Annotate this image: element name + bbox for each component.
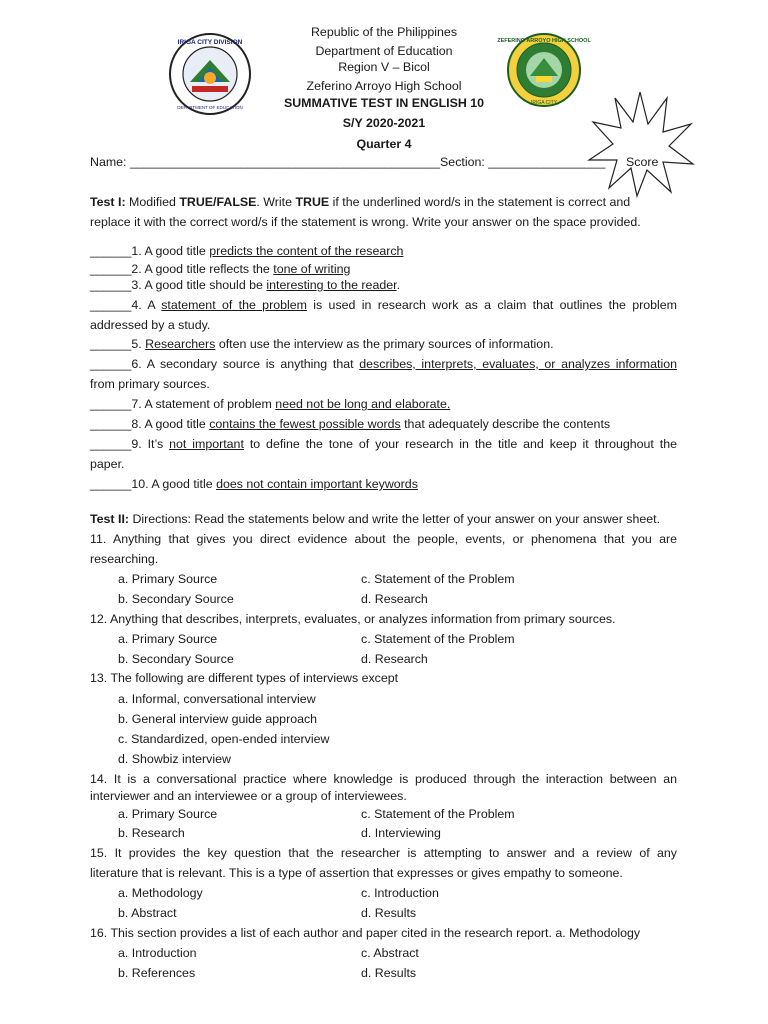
test1-intro: Test I: Modified TRUE/FALSE. Write TRUE if the underlined word/s in the statement is correct and [90,195,631,209]
q11-option-c: c. Statement of the Problem [361,572,515,586]
q13-option-b: b. General interview guide approach [118,712,318,726]
tf-item-6: ______6. A secondary source is anything that describes, interprets, evaluates, or analyzes information [90,357,677,371]
q14-option-a: a. Primary Source [118,807,218,821]
header-department: Department of Education [315,44,453,58]
tf-item-4-cont: addressed by a study. [90,318,211,332]
tf-item-9-cont: paper. [90,457,125,471]
tf-item-2: ______2. A good title reflects the tone of writing [90,262,351,276]
q12-option-c: c. Statement of the Problem [361,632,515,646]
q14-option-b: b. Research [118,826,185,840]
tf-item-8: ______8. A good title contains the fewest possible words that adequately describe the contents [90,417,611,431]
svg-text:DEPARTMENT OF EDUCATION: DEPARTMENT OF EDUCATION [177,105,243,110]
test1-heading: Test I: [90,195,126,209]
test2-directions: Test II: Directions: Read the statements below and write the letter of your answer on your answer sheet. [90,512,661,526]
name-section-line [90,155,605,169]
section-label: Section: [440,155,489,169]
q15-option-c: c. Introduction [361,886,439,900]
score-label: Score [626,155,659,169]
test2-heading: Test II: [90,512,130,526]
header-region: Region V – Bicol [338,60,430,74]
question-13: 13. The following are different types of interviews except [90,671,399,685]
school-year: S/Y 2020-2021 [342,116,426,130]
question-14: 14. It is a conversational practice where knowledge is produced through the interaction between an [90,772,677,786]
svg-text:IRIGA CITY: IRIGA CITY [530,100,558,106]
q13-option-c: c. Standardized, open-ended interview [118,732,330,746]
q16-option-c: c. Abstract [361,946,419,960]
tf-item-6-cont: from primary sources. [90,377,210,391]
q16-option-b: b. References [118,966,196,980]
tf-item-3: ______3. A good title should be interesting to the reader. [90,278,401,292]
question-14-cont: interviewer and an interviewee or a group of interviewees. [90,789,407,803]
q15-option-a: a. Methodology [118,886,203,900]
tf-item-7: ______7. A statement of problem need not be long and elaborate. [90,397,451,411]
q13-option-a: a. Informal, conversational interview [118,692,316,706]
header-republic: Republic of the Philippines [310,25,458,39]
q13-option-d: d. Showbiz interview [118,752,231,766]
test1-intro-line2: replace it with the correct word/s if the statement is wrong. Write your answer on the space provided. [90,215,641,229]
q11-option-d: d. Research [361,592,428,606]
q15-option-b: b. Abstract [118,906,177,920]
section-blank: _________________ [488,155,606,169]
question-15: 15. It provides the key question that the researcher is attempting to answer and a review of any [90,846,677,860]
quarter: Quarter 4 [356,137,412,151]
q15-option-d: d. Results [361,906,417,920]
q12-option-d: d. Research [361,652,428,666]
q14-option-c: c. Statement of the Problem [361,807,515,821]
q14-option-d: d. Interviewing [361,826,441,840]
q16-option-d: d. Results [361,966,417,980]
question-15-cont: literature that is relevant. This is a type of assertion that expresses or gives empathy to someone. [90,866,623,880]
question-11-cont: researching. [90,552,159,566]
tf-item-10: ______10. A good title does not contain important keywords [90,477,418,491]
name-blank: _____________________________________________ [129,155,441,169]
q16-option-a: a. Introduction [118,946,197,960]
question-12: 12. Anything that describes, interprets, evaluates, or analyzes information from primary sources. [90,612,616,626]
tf-item-1: ______1. A good title predicts the content of the research [90,244,404,258]
q11-option-b: b. Secondary Source [118,592,234,606]
tf-item-5: ______5. Researchers often use the interview as the primary sources of information. [90,337,554,351]
name-label: Name: [90,155,130,169]
q12-option-b: b. Secondary Source [118,652,234,666]
q12-option-a: a. Primary Source [118,632,218,646]
q11-option-a: a. Primary Source [118,572,218,586]
test-title: SUMMATIVE TEST IN ENGLISH 10 [283,96,485,110]
header-school: Zeferino Arroyo High School [306,79,462,93]
question-11: 11. Anything that gives you direct evidence about the people, events, or phenomena that you are [90,532,677,546]
tf-item-9: ______9. It’s not important to define the tone of your research in the title and keep it throughout the [90,437,677,451]
question-16: 16. This section provides a list of each author and paper cited in the research report. a. Methodology [90,926,641,940]
svg-text:IRIGA CITY DIVISION: IRIGA CITY DIVISION [177,39,243,46]
svg-text:ZEFERINO ARROYO HIGH SCHOOL: ZEFERINO ARROYO HIGH SCHOOL [497,38,591,44]
tf-item-4: ______4. A statement of the problem is used in research work as a claim that outlines the problem [90,298,677,312]
